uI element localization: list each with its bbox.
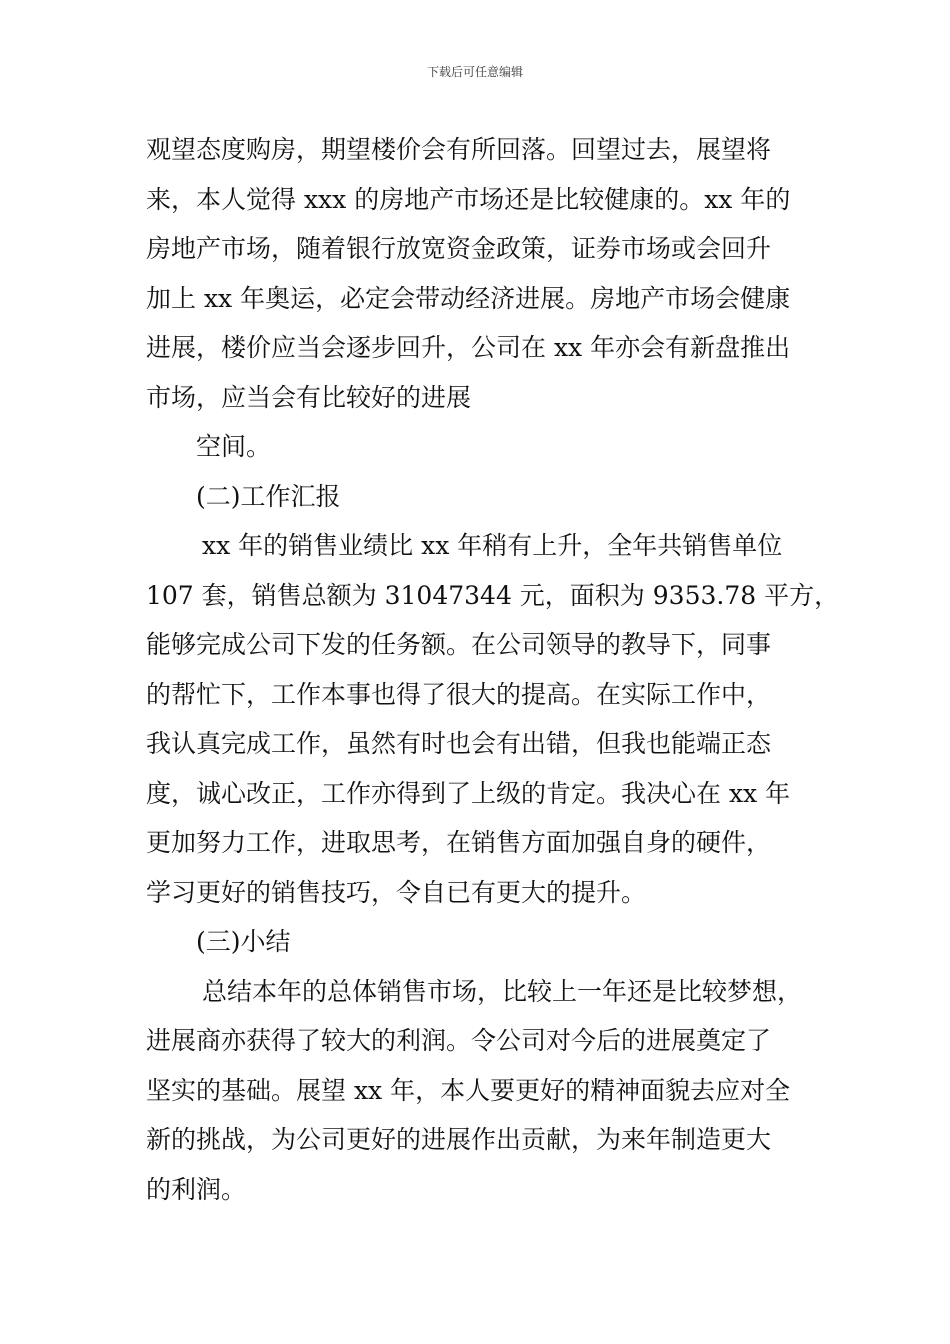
paragraph-line: 进展，楼价应当会逐步回升，公司在 xx 年亦会有新盘推出 <box>146 333 791 362</box>
paragraph-line: 市场，应当会有比较好的进展 <box>146 382 472 412</box>
paragraph-line: 学习更好的销售技巧，令自已有更大的提升。 <box>146 877 647 907</box>
paragraph-line: 度，诚心改正，工作亦得到了上级的肯定。我决心在 xx 年 <box>146 778 791 808</box>
paragraph-line: 加上 xx 年奥运，必定会带动经济进展。房地产市场会健康 <box>146 283 791 313</box>
paragraph-line: 的帮忙下，工作本事也得了很大的提高。在实际工作中， <box>146 679 772 709</box>
paragraph-line: 我认真完成工作，虽然有时也会有出错，但我也能端正态 <box>146 729 772 758</box>
paragraph-line: 观望态度购房，期望楼价会有所回落。回望过去，展望将 <box>146 135 772 164</box>
paragraph-line: 107 套，销售总额为 31047344 元，面积为 9353.78 平方， <box>146 580 840 610</box>
paragraph-line: 新的挑战，为公司更好的进展作出贡献，为来年制造更大 <box>146 1125 772 1154</box>
paragraph-line: 进展商亦获得了较大的利润。令公司对今后的进展奠定了 <box>146 1026 772 1055</box>
paragraph-line: 的利润。 <box>146 1174 247 1204</box>
paragraph-line: 坚实的基础。展望 xx 年，本人要更好的精神面貌去应对全 <box>146 1075 791 1105</box>
section-heading: (三)小结 <box>196 927 291 956</box>
document-body <box>146 125 846 1214</box>
section-heading: (二)工作汇报 <box>196 481 341 511</box>
paragraph-line: xx 年的销售业绩比 xx 年稍有上升，全年共销售单位 <box>202 531 783 560</box>
paragraph-line: 房地产市场，随着银行放宽资金政策，证券市场或会回升 <box>146 234 772 263</box>
paragraph-line: 来，本人觉得 xxx 的房地产市场还是比较健康的。xx 年的 <box>146 184 791 214</box>
paragraph-line: 空间。 <box>196 432 272 461</box>
page-header: 下载后可任意编辑 <box>426 65 523 79</box>
paragraph-line: 能够完成公司下发的任务额。在公司领导的教导下，同事 <box>146 630 772 659</box>
paragraph-line: 更加努力工作，进取思考，在销售方面加强自身的硬件， <box>146 828 772 857</box>
paragraph-line: 总结本年的总体销售市场，比较上一年还是比较梦想， <box>202 976 803 1006</box>
